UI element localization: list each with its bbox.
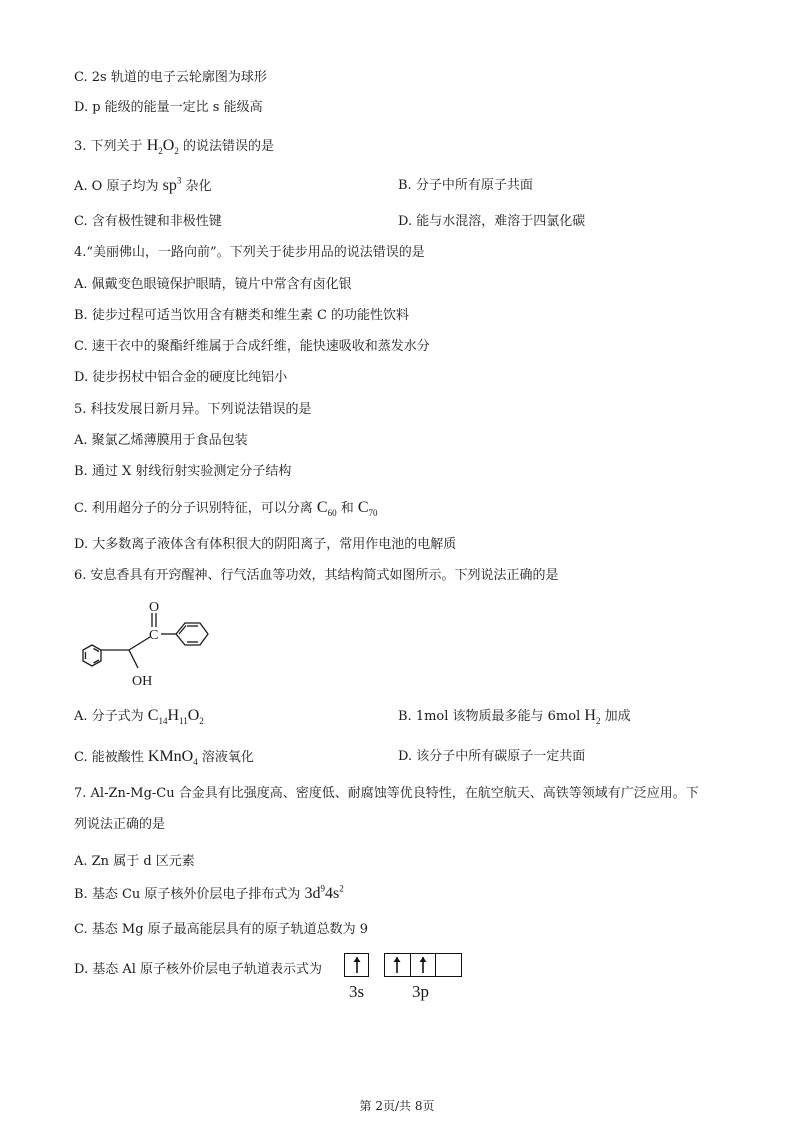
q7-stem-line-1: 7. Al-Zn-Mg-Cu 合金具有比强度高、密度低、耐腐蚀等优良特性，在航空航天、高铁等领域有广泛应用。下 <box>74 786 699 801</box>
formula-kmno4: KMnO$_4$ <box>147 748 198 768</box>
q2-option-d: D. p 能级的能量一定比 s 能级高 <box>74 100 263 115</box>
q4-option-b: B. 徒步过程可适当饮用含有糖类和维生素 C 的功能性饮料 <box>74 308 410 323</box>
formula-h2: $H_2$ <box>584 707 601 727</box>
benzoin-structure-diagram <box>72 596 222 692</box>
carbonyl-carbon-label: C <box>149 628 159 643</box>
q5-option-a: A. 聚氯乙烯薄膜用于食品包装 <box>74 433 248 448</box>
q2-option-c: C. 2s 轨道的电子云轮廓图为球形 <box>74 70 267 85</box>
q3-option-d: D. 能与水混溶，难溶于四氯化碳 <box>398 214 586 229</box>
q6-option-b: B. 1mol 该物质最多能与 6mol $H_2$ 加成 <box>398 707 631 727</box>
q6-option-c: C. 能被酸性 KMnO$_4$ 溶液氧化 <box>74 748 254 768</box>
q4-option-d: D. 徒步拐杖中铝合金的硬度比纯铝小 <box>74 370 288 385</box>
orbital-cell-3p-2 <box>410 954 435 976</box>
q3-option-b: B. 分子中所有原子共面 <box>398 178 533 193</box>
electron-up-arrow-icon <box>385 954 409 976</box>
q6-option-d: D. 该分子中所有碳原子一定共面 <box>398 749 586 764</box>
orbital-label-3p: 3p <box>412 982 429 1001</box>
q7-option-b: B. 基态 Cu 原子核外价层电子排布式为 $3d^94s^2$ <box>74 883 344 902</box>
oxygen-label: O <box>149 600 160 615</box>
page-footer: 第 2页/共 8页 <box>359 1099 435 1113</box>
q4-stem: 4.“美丽佛山，一路向前”。下列关于徒步用品的说法错误的是 <box>74 245 425 260</box>
q7-option-c: C. 基态 Mg 原子最高能层具有的原子轨道总数为 9 <box>74 922 369 937</box>
q6-option-a: A. 分子式为 $C_{14}H_{11}O_2$ <box>74 707 204 727</box>
q3-stem-text: 3. 下列关于 <box>74 139 143 154</box>
formula-c70: $C_{70}$ <box>357 499 378 519</box>
formula-sp3: $sp^3$ <box>162 175 182 194</box>
q6-stem: 6. 安息香具有开窍醒神、行气活血等功效，其结构简式如图所示。下列说法正确的是 <box>74 568 559 583</box>
orbital-cell-3p-1 <box>385 954 409 976</box>
orbital-label-3s: 3s <box>349 982 365 1001</box>
q7-stem-line-2: 列说法正确的是 <box>74 817 166 832</box>
formula-3d9-4s2: $3d^94s^2$ <box>304 883 344 902</box>
q3-option-c: C. 含有极性键和非极性键 <box>74 214 222 229</box>
q7-option-d: D. 基态 Al 原子核外价层电子轨道表示式为 <box>74 962 323 977</box>
formula-h2o2: $H_2O_2$ <box>146 137 179 157</box>
q5-option-c: C. 利用超分子的分子识别特征，可以分离 $C_{60}$ 和 $C_{70}$ <box>74 499 378 519</box>
q4-option-a: A. 佩戴变色眼镜保护眼睛，镜片中常含有卤化银 <box>74 277 352 292</box>
orbital-cell-3p-3 <box>435 954 460 976</box>
q3-option-a: A. O 原子均为 $sp^3$ 杂化 <box>74 175 212 194</box>
orbital-cell-3s-1 <box>345 954 369 976</box>
q3-stem <box>74 137 274 156</box>
electron-up-arrow-icon <box>411 954 435 976</box>
formula-c60: $C_{60}$ <box>316 499 337 519</box>
formula-c14h11o2: $C_{14}H_{11}O_2$ <box>147 707 204 727</box>
hydroxyl-label: OH <box>132 674 153 689</box>
q5-option-b: B. 通过 X 射线衍射实验测定分子结构 <box>74 464 292 479</box>
orbital-box-3s <box>344 953 369 977</box>
orbital-box-3p <box>384 953 462 977</box>
q7-option-a: A. Zn 属于 d 区元素 <box>74 854 195 869</box>
q3-stem-tail: 的说法错误的是 <box>182 139 274 154</box>
q4-option-c: C. 速干衣中的聚酯纤维属于合成纤维，能快速吸收和蒸发水分 <box>74 339 430 354</box>
q5-stem: 5. 科技发展日新月异。下列说法错误的是 <box>74 402 312 417</box>
electron-up-arrow-icon <box>345 954 369 976</box>
q5-option-d: D. 大多数离子液体含有体积很大的阴阳离子，常用作电池的电解质 <box>74 537 457 552</box>
